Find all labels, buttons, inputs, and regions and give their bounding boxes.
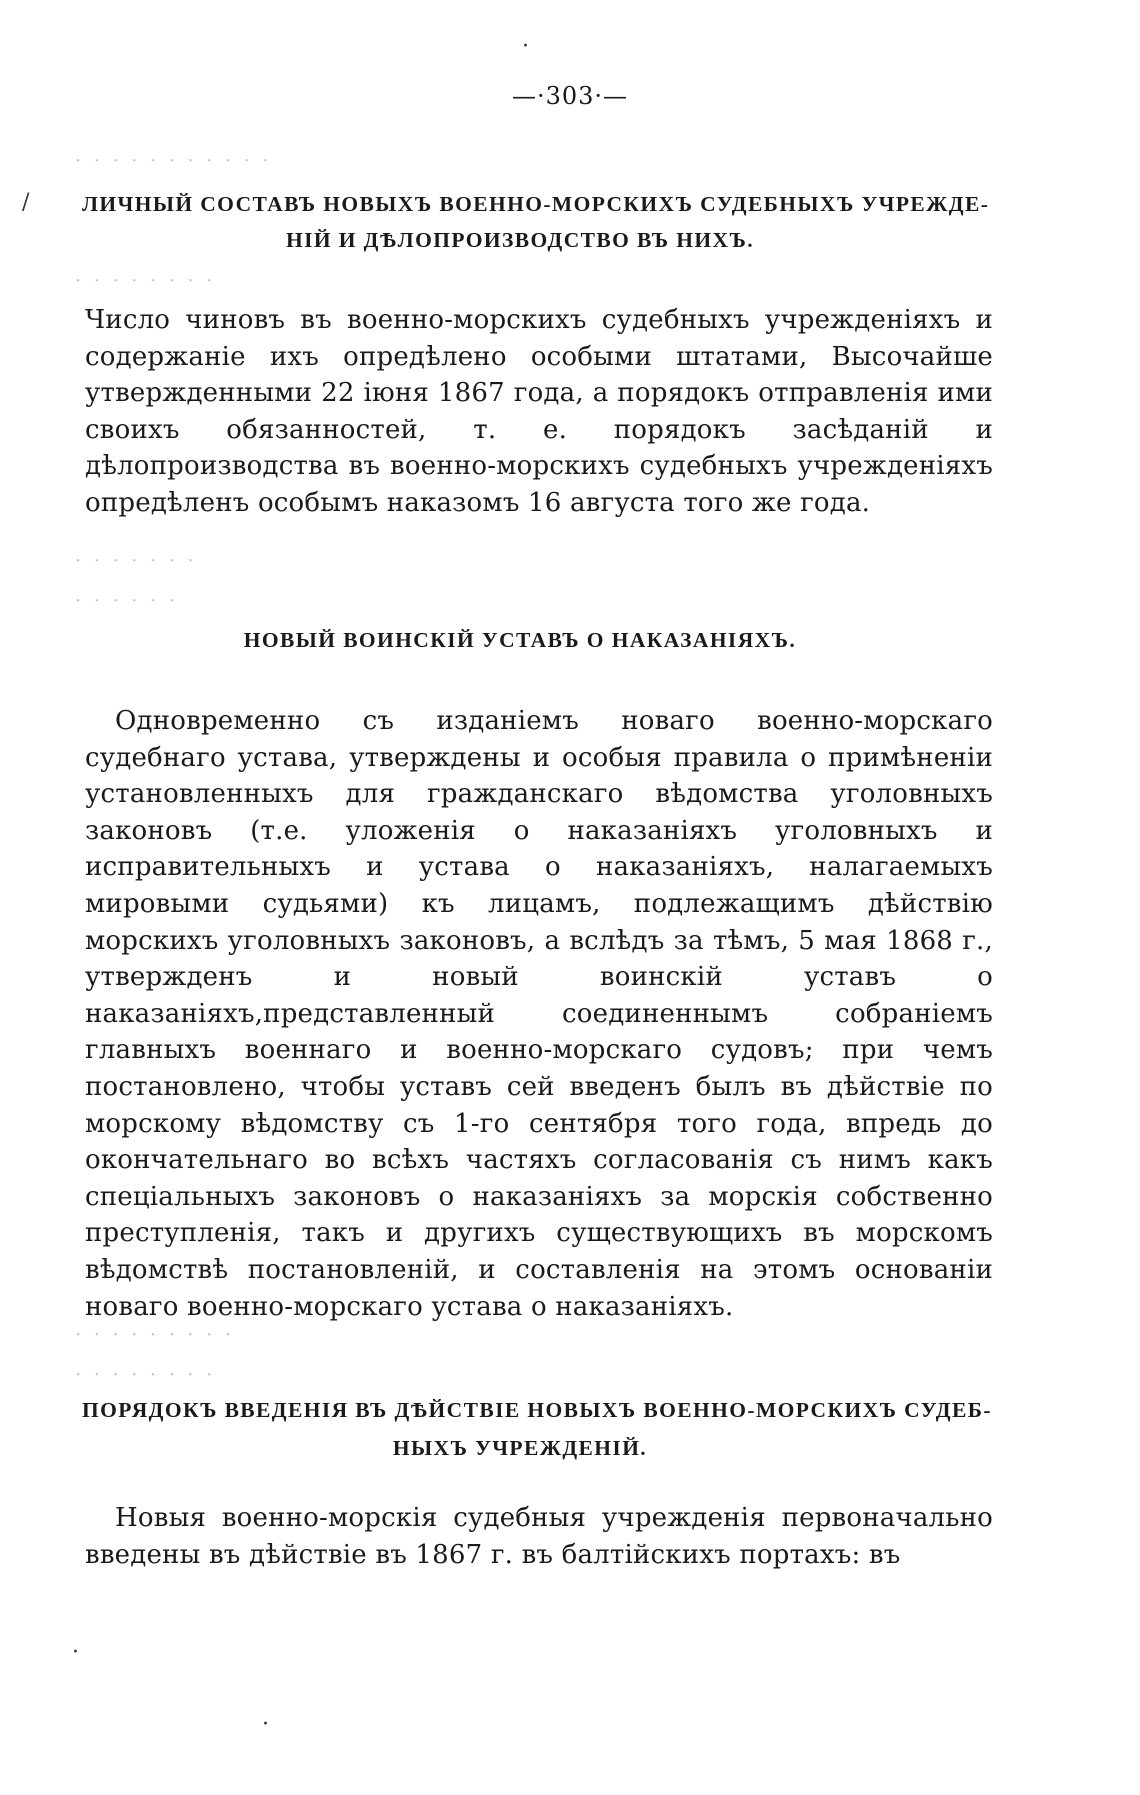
bleed-through-line: · · · · · · · · · · · [75, 148, 272, 172]
section-heading-staff: ЛИЧНЫЙ СОСТАВЪ НОВЫХЪ ВОЕННО-МОРСКИХЪ СУДЕБНЫХЪ УЧРЕЖДЕ- [82, 192, 990, 216]
section-heading-introduction: ПОРЯДОКЪ ВВЕДЕНІЯ ВЪ ДѢЙСТВІЕ НОВЫХЪ ВОЕННО-МОРСКИХЪ СУДЕБ- [82, 1398, 992, 1422]
print-speck: · [262, 1712, 269, 1737]
paragraph-staff: Число чиновъ въ военно-морскихъ судебныхъ учрежденіяхъ и содержаніе ихъ опредѣлено особыми штатами, Высочайше утвержденными 22 іюня 1867 года, а порядокъ отправленія ими своихъ обязанностей, т. е. порядокъ засѣданій и дѣлопроизводства въ военно-морскихъ судебныхъ учрежденіяхъ опредѣленъ особымъ наказомъ 16 августа того же года. [85, 305, 993, 518]
bleed-through-line: · · · · · · · · [75, 1362, 216, 1386]
print-speck: · [72, 1640, 79, 1665]
bleed-through-line: · · · · · · [75, 588, 178, 612]
paragraph-introduction: Новыя военно-морскія судебныя учрежденія первоначально введены въ дѣйствіе въ 1867 г. въ балтійскихъ портахъ: въ [85, 1503, 993, 1570]
page-number: —·303·— [511, 82, 629, 110]
bleed-through-line: · · · · · · · · [75, 268, 216, 292]
section-heading-military-code: НОВЫЙ ВОИНСКІЙ УСТАВЪ О НАКАЗАНІЯХЪ. [243, 628, 797, 652]
section-heading-staff-cont: НІЙ И ДѢЛОПРОИЗВОДСТВО ВЪ НИХЪ. [285, 228, 755, 252]
print-speck: / [22, 190, 30, 215]
print-speck: · [522, 34, 529, 59]
paragraph-military-code: Одновременно съ изданіемъ новаго военно-морскаго судебнаго устава, утверждены и особыя правила о примѣненіи установленныхъ для гражданскаго вѣдомства уголовныхъ законовъ (т.е. уложенія о наказаніяхъ уголовныхъ и исправительныхъ и устава о наказаніяхъ, налагаемыхъ мировыми судьями) къ лицамъ, подлежащимъ дѣйствію морскихъ уголовныхъ законовъ, а вслѣдъ за тѣмъ, 5 мая 1868 г., утвержденъ и новый воинскій уставъ о наказаніяхъ,представленный соединеннымъ собраніемъ главныхъ военнаго и военно-морскаго судовъ; при чемъ постановлено, чтобы уставъ сей введенъ былъ въ дѣйствіе по морскому вѣдомству съ 1-го сентября того года, впредь до окончательнаго во всѣхъ частяхъ согласованія съ нимъ какъ спеціальныхъ законовъ о наказаніяхъ за морскія собственно преступленія, такъ и другихъ существующихъ въ морскомъ вѣдомствѣ постановленій, и составленія на этомъ основаніи новаго военно-морскаго устава о наказаніяхъ. [85, 706, 993, 1322]
bleed-through-line: · · · · · · · · · [75, 1322, 235, 1346]
section-heading-introduction-cont: НЫХЪ УЧРЕЖДЕНІЙ. [392, 1436, 648, 1460]
bleed-through-line: · · · · · · · [75, 548, 197, 572]
